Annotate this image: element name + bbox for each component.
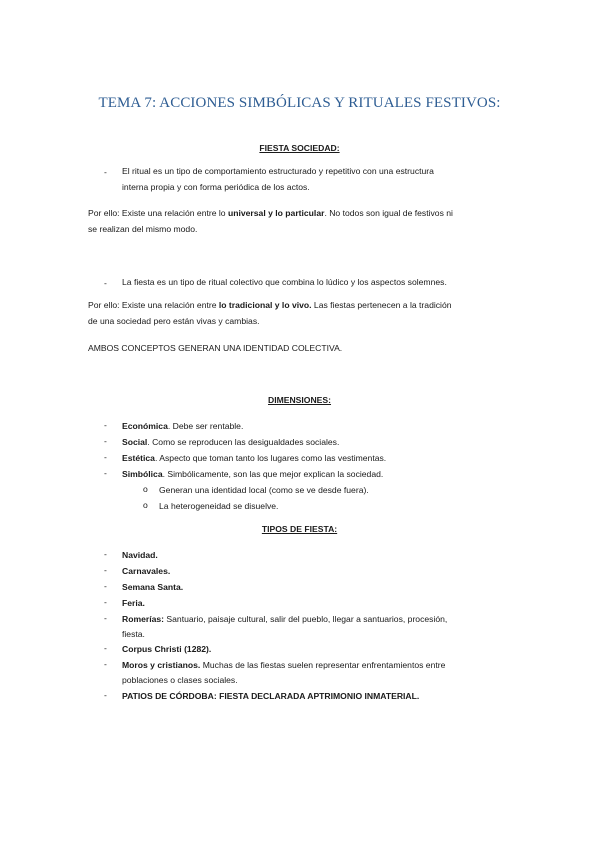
bullet-dash: - — [104, 549, 107, 559]
tipo-fiesta-item: Carnavales. — [122, 566, 171, 576]
paragraph-universal-line1: Por ello: Existe una relación entre lo universal y lo particular. No todos son igual de festivos ni — [88, 208, 453, 218]
bullet-dash: - — [104, 659, 107, 669]
bullet-ritual-line2: interna propia y con forma periódica de los actos. — [122, 182, 310, 192]
bullet-dash: - — [104, 690, 107, 700]
tipo-fiesta-item: Navidad. — [122, 550, 158, 560]
bullet-dash: - — [104, 597, 107, 607]
paragraph-tradicional-line1: Por ello: Existe una relación entre lo tradicional y lo vivo. Las fiestas pertenecen a la tradición — [88, 300, 452, 310]
tipo-fiesta-item: Romerías: Santuario, paisaje cultural, salir del pueblo, llegar a santuarios, procesión, — [122, 614, 448, 624]
sub-bullet-marker: o — [143, 500, 148, 510]
bullet-dash: - — [104, 468, 107, 478]
sub-bullet-marker: o — [143, 484, 148, 494]
bullet-dash: - — [104, 613, 107, 623]
bullet-dash: - — [104, 643, 107, 653]
tipo-fiesta-item: PATIOS DE CÓRDOBA: FIESTA DECLARADA APTRIMONIO INMATERIAL. — [122, 691, 420, 701]
section-heading-fiesta-sociedad: FIESTA SOCIEDAD: — [259, 143, 340, 153]
dimension-subitem: Generan una identidad local (como se ve desde fuera). — [159, 485, 369, 495]
dimension-item: Social. Como se reproducen las desigualdades sociales. — [122, 437, 340, 447]
tipo-fiesta-item-continuation: fiesta. — [122, 629, 145, 639]
bullet-dash: - — [104, 581, 107, 591]
dimension-item: Estética. Aspecto que toman tanto los lugares como las vestimentas. — [122, 453, 387, 463]
dimension-item: Económica. Debe ser rentable. — [122, 421, 244, 431]
tipo-fiesta-item: Feria. — [122, 598, 145, 608]
paragraph-tradicional-line2: de una sociedad pero están vivas y cambias. — [88, 316, 260, 326]
page-title: TEMA 7: ACCIONES SIMBÓLICAS Y RITUALES FESTIVOS: — [98, 95, 501, 111]
section-heading-dimensiones: DIMENSIONES: — [267, 395, 332, 405]
bullet-dash: - — [104, 278, 107, 288]
dimension-item: Simbólica. Simbólicamente, son las que mejor explican la sociedad. — [122, 469, 384, 479]
tipo-fiesta-item: Moros y cristianos. Muchas de las fiestas suelen representar enfrentamientos entre — [122, 660, 446, 670]
paragraph-universal-line2: se realizan del mismo modo. — [88, 224, 198, 234]
section-heading-tipos-de-fiesta: TIPOS DE FIESTA: — [261, 524, 338, 534]
tipo-fiesta-item-continuation: poblaciones o clases sociales. — [122, 675, 238, 685]
bullet-dash: - — [104, 565, 107, 575]
bullet-fiesta: La fiesta es un tipo de ritual colectivo que combina lo lúdico y los aspectos solemnes. — [122, 277, 447, 287]
conclusion-text: AMBOS CONCEPTOS GENERAN UNA IDENTIDAD COLECTIVA. — [88, 343, 343, 353]
bullet-dash: - — [104, 436, 107, 446]
bullet-ritual-line1: El ritual es un tipo de comportamiento estructurado y repetitivo con una estructura — [122, 166, 434, 176]
bullet-dash: - — [104, 452, 107, 462]
bullet-dash: - — [104, 167, 107, 177]
bullet-dash: - — [104, 420, 107, 430]
dimension-subitem: La heterogeneidad se disuelve. — [159, 501, 279, 511]
tipo-fiesta-item: Corpus Christi (1282). — [122, 644, 212, 654]
tipo-fiesta-item: Semana Santa. — [122, 582, 184, 592]
